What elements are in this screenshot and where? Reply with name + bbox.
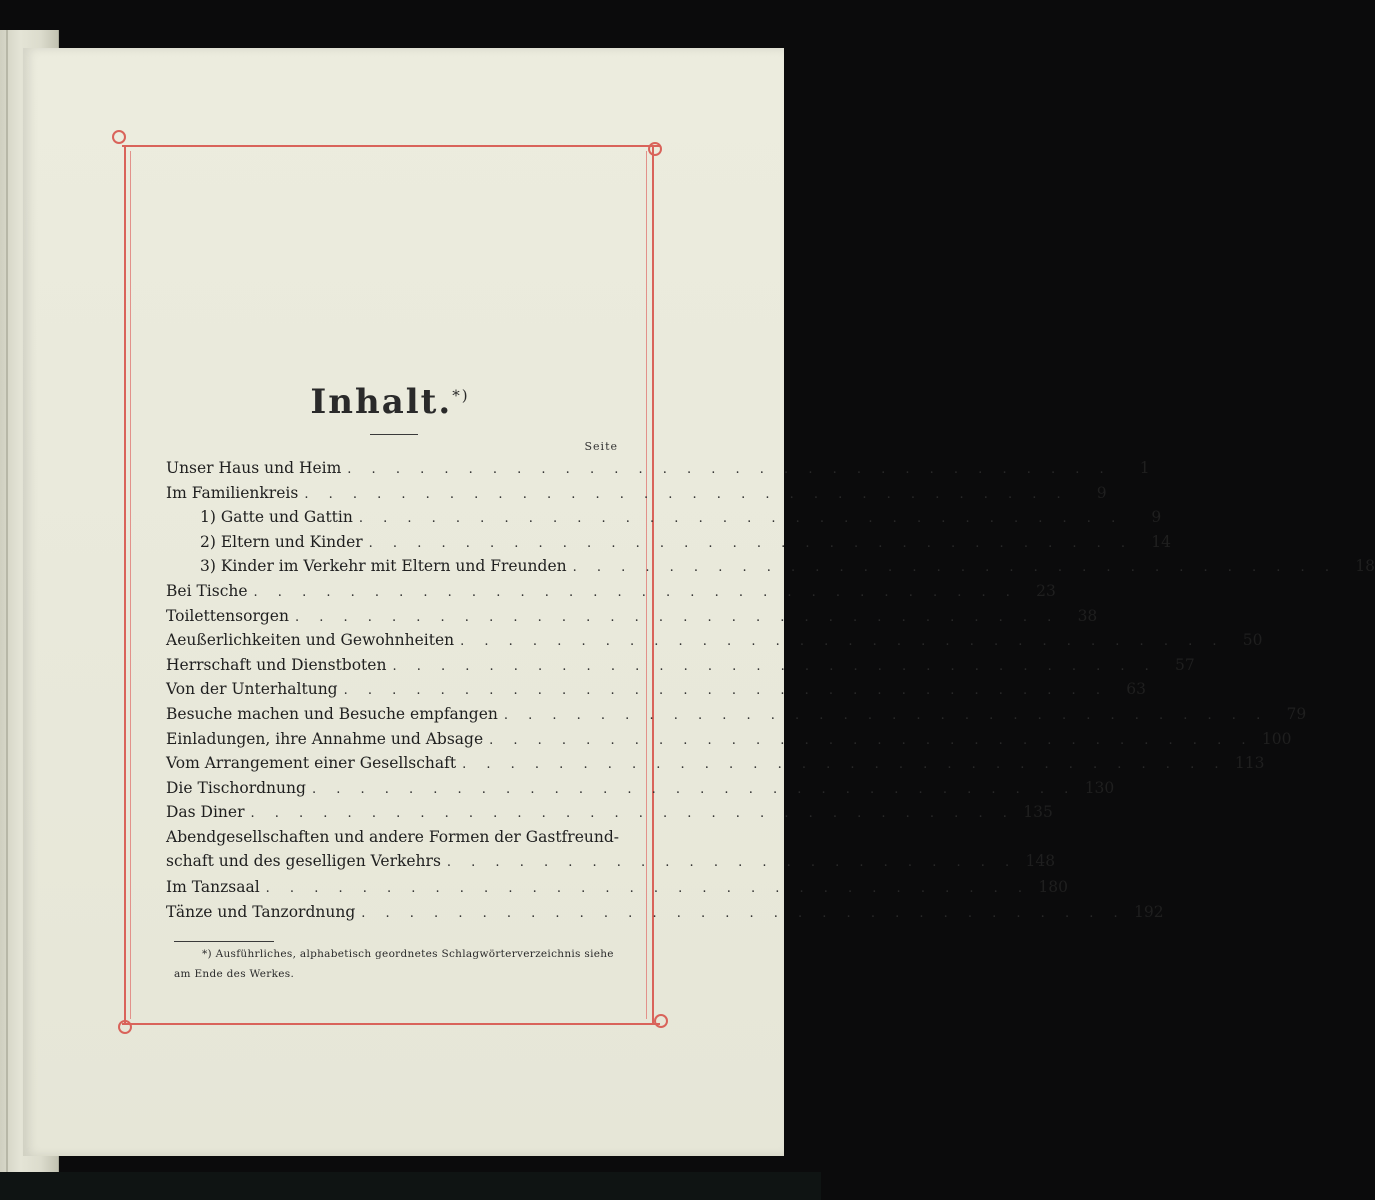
toc-title-text: Inhalt. <box>310 382 453 422</box>
toc-entry-title: Herrschaft und Dienstboten <box>166 655 387 674</box>
toc-entry-title: Vom Arrangement einer Gesellschaft <box>166 754 457 773</box>
toc-entry-title: 1) Gatte und Gattin <box>200 508 353 527</box>
page-column-label: Seite <box>584 440 618 453</box>
toc-entry-page: 130 <box>1084 778 1115 797</box>
toc-entry <box>166 677 1146 702</box>
leader-dots: . . . . . . . . . . . . . . . . . . . . . . . . . . . . . . . . <box>572 560 1337 576</box>
leader-dots: . . . . . . . . . . . . . . . . . . . . . . . . . . . . . . . . <box>368 535 1134 551</box>
toc-entry-title: Tänze und Tanzordnung <box>166 902 356 921</box>
toc-entry-continuation <box>166 849 1056 875</box>
leader-dots: . . . . . . . . . . . . . . . . . . . . . . . . . . . . . . . . <box>311 781 1077 797</box>
toc-entry <box>166 653 1195 678</box>
leader-dots: . . . . . . . . . . . . . . . . . . . . . . . . . . . . . . . . <box>460 634 1225 650</box>
toc-entry-page: 18 <box>1355 557 1375 576</box>
toc-title <box>300 382 480 422</box>
toc-entry <box>166 702 1307 727</box>
toc-entry-page: 57 <box>1175 655 1195 674</box>
toc-entry <box>166 579 1056 604</box>
footnote: *) Ausführliches, alphabetisch geordnetes Schlagwörterverzeichnis siehe am Ende des Werkes. <box>174 948 614 980</box>
leader-dots: . . . . . . . . . . . . . . . . . . . . . . . . . . . . . . . . <box>343 683 1108 699</box>
toc-entry-title: Aeußerlichkeiten und Gewohnheiten <box>166 631 455 650</box>
toc-entry-title: Besuche machen und Besuche empfangen <box>166 704 498 723</box>
toc-entry-title: Von der Unterhaltung <box>166 680 338 699</box>
toc-entry <box>166 776 1115 801</box>
toc-entry <box>166 825 1056 875</box>
leader-dots: . . . . . . . . . . . . . . . . . . . . . . . . . . . . . . . . <box>361 905 1126 921</box>
leader-dots: . . . . . . . . . . . . . . . . . . . . . . . . . . . . . . . . <box>294 609 1060 625</box>
leader-dots: . . . . . . . . . . . . . . . . . . . . . . . . . . . . . . . . <box>304 486 1069 502</box>
frame-corner-ornament <box>654 1014 668 1028</box>
toc-entry-page: 135 <box>1023 803 1053 822</box>
toc-entry <box>166 604 1098 629</box>
toc-entry-page: 1 <box>1139 459 1150 477</box>
frame-corner-ornament <box>118 1020 132 1034</box>
toc-entry-page: 63 <box>1126 680 1146 699</box>
toc-entry-title: Das Diner <box>166 803 245 822</box>
toc-entry-page: 38 <box>1077 606 1098 625</box>
frame-left-rule <box>124 145 126 1025</box>
toc-entry-title: Toilettensorgen <box>166 606 289 625</box>
toc-entry-page: 9 <box>1151 508 1162 527</box>
leader-dots: . . . . . . . . . . . . . . . . . . . . . . . . . . . . . . . . <box>253 584 1018 600</box>
toc-entry-page: 100 <box>1261 729 1292 748</box>
toc-entry-title: Abendgesellschaften und andere Formen der Gastfreund- <box>166 827 619 846</box>
toc-entry <box>166 751 1265 776</box>
frame-left-inner-rule <box>130 151 131 1019</box>
toc-entry <box>166 900 1164 925</box>
frame-corner-ornament <box>648 142 662 156</box>
toc-entry <box>166 727 1292 752</box>
leader-dots: . . . . . . . . . . . . . . . . . . . . . . . . . . . . . . . . <box>503 707 1269 723</box>
leader-dots: . . . . . . . . . . . . . . . . . . . . . . . . <box>446 854 1018 870</box>
toc-entry-title: 3) Kinder im Verkehr mit Eltern und Freunden <box>200 557 567 576</box>
leader-dots: . . . . . . . . . . . . . . . . . . . . . . . . . . . . . . . . <box>392 658 1157 674</box>
toc-entry-title: Im Familienkreis <box>166 483 299 502</box>
toc-entry-title: Unser Haus und Heim <box>166 459 342 477</box>
toc-entry-page: 14 <box>1151 532 1172 551</box>
toc-entry-title: Die Tischordnung <box>166 778 306 797</box>
toc-entry-page: 79 <box>1286 704 1307 723</box>
toc-entry <box>166 800 1053 825</box>
toc-entry <box>166 628 1263 653</box>
leader-dots: . . . . . . . . . . . . . . . . . . . . . . . . . . . . . . . . <box>358 511 1124 527</box>
toc-entry-page: 180 <box>1038 877 1069 896</box>
toc-entry-title-cont: schaft und des geselligen Verkehrs <box>166 851 441 870</box>
toc-entry-page: 9 <box>1096 483 1107 502</box>
title-divider <box>370 434 418 435</box>
toc-subentry <box>166 505 1162 530</box>
frame-top-rule <box>122 145 660 147</box>
leader-dots: . . . . . . . . . . . . . . . . . . . . . . . . . . . . . . . . <box>250 806 1015 822</box>
toc-list <box>166 456 1375 924</box>
toc-subentry <box>166 554 1375 579</box>
toc-entry <box>166 481 1107 506</box>
toc-entry <box>166 875 1069 900</box>
toc-subentry <box>166 530 1172 555</box>
toc-entry-page: 50 <box>1242 631 1263 650</box>
leader-dots: . . . . . . . . . . . . . . . . . . . . . . . . . . . . . . . . <box>265 880 1031 896</box>
leader-dots: . . . . . . . . . . . . . . . . . . . . . . . . . . . . . . . . <box>489 732 1254 748</box>
book-cover-edge <box>0 1172 821 1200</box>
toc-entry-page: 192 <box>1134 902 1164 921</box>
toc-entry-title: 2) Eltern und Kinder <box>200 532 363 551</box>
toc-entry-page: 23 <box>1036 581 1056 600</box>
footnote-divider <box>174 941 274 942</box>
toc-entry-title: Einladungen, ihre Annahme und Absage <box>166 729 484 748</box>
leader-dots: . . . . . . . . . . . . . . . . . . . . . . . . . . . . . . . . <box>347 462 1112 477</box>
toc-entry-page: 113 <box>1234 754 1265 773</box>
toc-entry <box>166 456 1150 481</box>
frame-corner-ornament <box>112 130 126 144</box>
toc-entry-title: Bei Tische <box>166 581 248 600</box>
toc-title-footnote-mark: *) <box>452 386 470 405</box>
frame-bottom-rule <box>122 1023 660 1025</box>
leader-dots: . . . . . . . . . . . . . . . . . . . . . . . . . . . . . . . . <box>462 757 1227 773</box>
toc-entry-page: 148 <box>1025 851 1056 870</box>
toc-entry-title: Im Tanzsaal <box>166 877 260 896</box>
